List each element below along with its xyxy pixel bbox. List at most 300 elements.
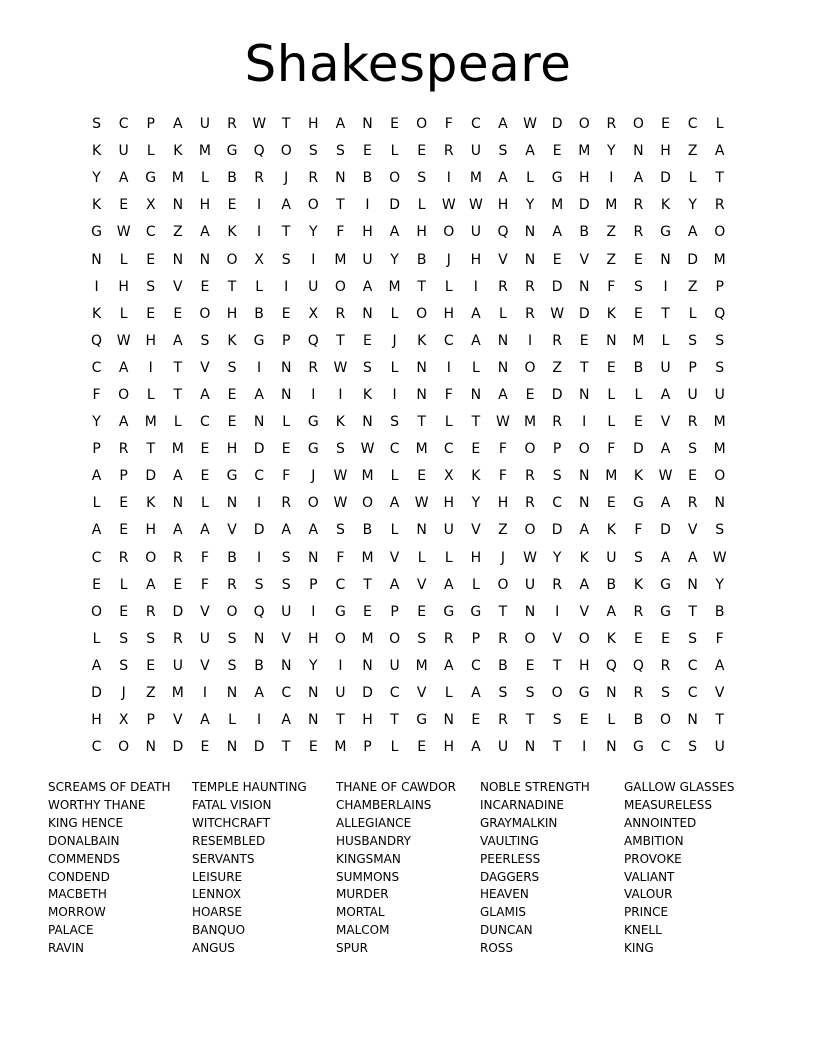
grid-letter: L (444, 414, 453, 431)
grid-letter: E (417, 468, 427, 485)
grid-letter: R (687, 495, 698, 512)
grid-letter: A (200, 224, 210, 241)
grid-letter: R (714, 197, 725, 214)
grid-letter: N (308, 685, 319, 702)
grid-letter: I (555, 603, 560, 620)
word-list-item: SUMMONS (336, 869, 400, 884)
grid-letter: O (416, 305, 428, 322)
grid-letter: R (525, 468, 535, 485)
grid-letter: E (633, 251, 643, 268)
grid-row (83, 138, 733, 165)
grid-letter: Q (605, 657, 617, 674)
grid-letter: Z (498, 522, 508, 539)
grid-letter: P (146, 712, 155, 729)
grid-letter: D (687, 251, 698, 268)
grid-letter: A (660, 386, 671, 403)
grid-letter: S (281, 251, 291, 268)
grid-letter: A (118, 359, 129, 376)
grid-letter: R (227, 116, 237, 133)
grid-letter: D (389, 197, 400, 214)
grid-letter: V (173, 278, 183, 295)
grid-letter: N (335, 170, 346, 187)
grid-letter: N (524, 603, 536, 620)
grid-letter: T (173, 386, 183, 403)
word-column (48, 779, 192, 958)
grid-letter: E (417, 143, 427, 160)
grid-letter: J (446, 251, 451, 268)
grid-letter: L (92, 495, 101, 512)
grid-letter: X (118, 712, 129, 729)
grid-letter: O (714, 468, 726, 485)
word-list-item: COMMENDS (48, 851, 120, 866)
grid-letter: T (661, 305, 670, 322)
grid-letter: X (443, 468, 454, 485)
grid-letter: M (605, 468, 618, 485)
grid-letter: O (578, 116, 590, 133)
grid-letter: N (524, 251, 536, 268)
grid-letter: V (227, 522, 237, 539)
grid-letter: Y (309, 224, 318, 241)
grid-letter: R (633, 197, 644, 214)
grid-letter: T (146, 441, 156, 458)
grid-letter: M (713, 414, 726, 431)
grid-letter: U (470, 224, 481, 241)
grid-row (83, 301, 733, 328)
grid-letter: L (201, 170, 209, 187)
grid-letter: H (199, 197, 211, 214)
grid-letter: E (119, 495, 129, 512)
grid-letter: V (200, 603, 210, 620)
grid-letter: E (417, 603, 427, 620)
grid-letter: Y (607, 143, 616, 160)
grid-letter: O (334, 278, 346, 295)
grid-letter: D (91, 685, 102, 702)
grid-letter: E (579, 332, 589, 349)
grid-letter: A (606, 603, 617, 620)
word-list-item: GRAYMALKIN (480, 815, 558, 830)
word-list-item: ANGUS (192, 941, 235, 956)
grid-letter: R (335, 305, 346, 322)
grid-letter: J (284, 170, 289, 187)
grid-letter: Q (714, 305, 726, 322)
grid-letter: E (471, 712, 481, 729)
grid-letter: E (525, 657, 535, 674)
grid-letter: R (687, 414, 698, 431)
word-list-item: SCREAMS OF DEATH (48, 780, 171, 794)
grid-letter: B (714, 603, 725, 620)
grid-letter: U (199, 630, 211, 647)
grid-letter: L (634, 386, 643, 403)
grid-letter: S (715, 359, 725, 376)
grid-letter: T (417, 414, 426, 431)
word-list-item: KING (624, 941, 654, 956)
grid-letter: O (497, 576, 509, 593)
word-list-item: DONALBAIN (48, 833, 120, 848)
grid-letter: L (201, 495, 209, 512)
grid-letter: C (443, 441, 454, 458)
grid-letter: R (660, 657, 671, 674)
grid-letter: M (415, 441, 428, 458)
grid-letter: L (417, 197, 426, 214)
grid-letter: L (390, 522, 399, 539)
grid-letter: Q (497, 224, 509, 241)
grid-letter: A (335, 116, 346, 133)
grid-letter: A (633, 170, 644, 187)
grid-letter: U (606, 549, 617, 566)
grid-letter: C (91, 549, 102, 566)
grid-letter: N (660, 251, 671, 268)
grid-letter: V (416, 576, 427, 593)
grid-row (83, 274, 733, 301)
grid-letter: E (227, 386, 237, 403)
word-list-item: ROSS (480, 941, 514, 956)
grid-letter: Y (92, 170, 101, 187)
grid-letter: Y (688, 197, 697, 214)
grid-letter: E (606, 495, 616, 512)
grid-letter: E (200, 278, 210, 295)
grid-letter: T (579, 359, 589, 376)
grid-letter: I (257, 197, 262, 214)
grid-letter: I (338, 657, 343, 674)
grid-letter: L (688, 170, 697, 187)
grid-letter: O (578, 441, 590, 458)
word-list-item: MORROW (48, 905, 106, 920)
grid-letter: C (687, 685, 698, 702)
grid-letter: W (523, 116, 537, 133)
grid-letter: O (632, 116, 644, 133)
grid-letter: N (145, 739, 156, 756)
grid-letter: U (714, 386, 725, 403)
grid-row (83, 355, 733, 382)
grid-row (83, 382, 733, 409)
grid-letter: K (335, 414, 345, 431)
word-list-item: MEASURELESS (624, 797, 712, 812)
grid-letter: W (333, 359, 348, 376)
grid-letter: N (280, 657, 292, 674)
grid-letter: X (254, 251, 264, 268)
grid-letter: C (470, 657, 481, 674)
word-list-item: WITCHCRAFT (192, 815, 270, 830)
grid-letter: E (633, 305, 643, 322)
grid-letter: S (688, 739, 698, 756)
grid-letter: A (91, 657, 102, 674)
grid-letter: I (284, 278, 289, 295)
grid-letter: L (119, 251, 128, 268)
word-list-item: MORTAL (336, 905, 385, 920)
grid-letter: C (335, 576, 346, 593)
grid-letter: Q (253, 143, 265, 160)
grid-letter: S (552, 712, 562, 729)
grid-row (83, 490, 733, 517)
grid-letter: D (253, 522, 265, 539)
grid-letter: N (362, 414, 373, 431)
grid-letter: T (281, 739, 291, 756)
grid-letter: N (606, 739, 617, 756)
grid-letter: N (362, 305, 373, 322)
grid-letter: S (633, 278, 643, 295)
grid-letter: S (281, 576, 291, 593)
grid-letter: I (446, 170, 451, 187)
grid-letter: R (633, 224, 644, 241)
grid-letter: T (715, 712, 724, 729)
grid-letter: S (308, 143, 318, 160)
grid-letter: N (91, 251, 102, 268)
grid-letter: D (633, 441, 644, 458)
grid-letter: I (257, 224, 262, 241)
grid-letter: M (171, 170, 184, 187)
word-list-item: NOBLE STRENGTH (480, 780, 590, 794)
grid-letter: N (362, 657, 373, 674)
grid-letter: U (470, 143, 481, 160)
word-list-item: CHAMBERLAINS (336, 797, 432, 812)
grid-letter: E (92, 576, 101, 593)
grid-letter: A (498, 116, 508, 133)
grid-letter: F (444, 386, 453, 403)
grid-row (83, 599, 733, 626)
grid-letter: W (441, 197, 456, 214)
grid-letter: O (91, 603, 103, 620)
grid-letter: Q (632, 657, 644, 674)
grid-letter: G (632, 739, 644, 756)
grid-letter: O (524, 441, 536, 458)
grid-letter: E (525, 386, 535, 403)
grid-letter: V (714, 685, 725, 702)
grid-letter: C (660, 739, 671, 756)
grid-letter: I (257, 712, 262, 729)
grid-letter: A (308, 522, 319, 539)
grid-letter: D (551, 522, 563, 539)
grid-letter: G (578, 685, 590, 702)
grid-letter: G (660, 576, 671, 593)
grid-letter: V (200, 657, 210, 674)
grid-letter: L (688, 305, 697, 322)
grid-letter: S (227, 359, 237, 376)
grid-letter: N (633, 143, 644, 160)
grid-letter: R (227, 576, 237, 593)
grid-letter: L (173, 414, 182, 431)
grid-letter: G (551, 170, 563, 187)
grid-row (83, 626, 733, 653)
grid-letter: B (362, 522, 373, 539)
word-list-item: GLAMIS (480, 905, 526, 920)
grid-letter: A (498, 386, 508, 403)
grid-letter: T (552, 657, 562, 674)
grid-letter: L (146, 386, 155, 403)
grid-letter: M (361, 630, 374, 647)
grid-letter: H (416, 224, 427, 241)
grid-letter: R (118, 441, 129, 458)
grid-letter: N (280, 359, 292, 376)
grid-letter: M (551, 197, 564, 214)
grid-letter: V (660, 414, 671, 431)
grid-letter: N (714, 495, 725, 512)
grid-letter: K (227, 224, 237, 241)
grid-letter: A (91, 468, 102, 485)
grid-letter: M (171, 441, 184, 458)
grid-letter: I (582, 414, 587, 431)
grid-letter: R (498, 712, 508, 729)
grid-letter: I (392, 386, 397, 403)
grid-letter: W (360, 441, 375, 458)
grid-letter: O (199, 305, 211, 322)
grid-letter: O (578, 630, 590, 647)
word-list-item: DUNCAN (480, 923, 533, 938)
grid-letter: O (524, 359, 536, 376)
grid-letter: H (308, 116, 319, 133)
word-list-item: MACBETH (48, 887, 107, 902)
grid-letter: S (254, 576, 264, 593)
grid-letter: U (172, 657, 183, 674)
grid-letter: U (714, 739, 725, 756)
grid-letter: R (281, 495, 292, 512)
grid-letter: O (307, 495, 319, 512)
grid-letter: A (471, 685, 481, 702)
grid-letter: R (525, 305, 535, 322)
grid-letter: C (91, 739, 102, 756)
word-list-item: BANQUO (192, 923, 246, 938)
grid-letter: A (552, 224, 562, 241)
grid-letter: G (145, 170, 157, 187)
grid-letter: E (661, 630, 670, 647)
grid-letter: H (497, 495, 509, 512)
grid-letter: V (416, 685, 427, 702)
grid-row (83, 680, 733, 707)
grid-letter: R (145, 603, 156, 620)
grid-row (83, 409, 733, 436)
word-list-item: WORTHY THANE (48, 797, 146, 812)
grid-letter: A (173, 332, 183, 349)
grid-letter: D (660, 170, 671, 187)
grid-letter: I (663, 278, 668, 295)
grid-letter: W (523, 549, 537, 566)
grid-letter: R (552, 414, 562, 431)
grid-letter: B (254, 657, 264, 674)
grid-letter: A (471, 305, 481, 322)
grid-letter: O (660, 712, 672, 729)
grid-letter: H (362, 224, 373, 241)
grid-letter: P (281, 332, 291, 349)
grid-letter: C (145, 224, 156, 241)
grid-letter: W (116, 332, 131, 349)
grid-letter: C (470, 116, 481, 133)
grid-letter: K (91, 305, 102, 322)
grid-letter: M (415, 657, 428, 674)
grid-letter: K (606, 305, 616, 322)
grid-letter: S (633, 549, 643, 566)
grid-letter: A (389, 576, 400, 593)
grid-letter: R (118, 549, 129, 566)
grid-letter: W (252, 116, 267, 133)
grid-letter: L (146, 143, 155, 160)
grid-letter: F (607, 441, 616, 458)
grid-letter: M (578, 143, 591, 160)
grid-letter: H (443, 305, 455, 322)
grid-row (83, 463, 733, 490)
grid-letter: P (146, 116, 155, 133)
grid-letter: V (281, 630, 291, 647)
grid-letter: S (498, 143, 508, 160)
grid-letter: R (633, 685, 644, 702)
grid-letter: N (172, 197, 184, 214)
grid-letter: L (444, 549, 453, 566)
grid-letter: N (470, 386, 482, 403)
grid-letter: G (91, 224, 102, 241)
grid-letter: J (392, 332, 397, 349)
grid-letter: L (390, 143, 399, 160)
grid-letter: V (389, 549, 400, 566)
grid-letter: L (417, 549, 426, 566)
word-list-item: KNELL (624, 923, 662, 938)
grid-letter: R (552, 576, 562, 593)
grid-letter: Z (173, 224, 183, 241)
grid-row (83, 545, 733, 572)
grid-letter: K (579, 549, 589, 566)
grid-letter: M (632, 332, 645, 349)
grid-letter: W (712, 549, 727, 566)
grid-letter: D (253, 739, 265, 756)
grid-letter: Y (471, 495, 481, 512)
grid-letter: G (307, 414, 319, 431)
grid-letter: S (146, 278, 156, 295)
word-column (336, 779, 480, 958)
grid-letter: A (200, 712, 210, 729)
grid-letter: E (471, 441, 481, 458)
grid-letter: U (660, 359, 671, 376)
grid-letter: V (200, 359, 210, 376)
grid-letter: I (365, 197, 370, 214)
grid-letter: N (416, 386, 427, 403)
grid-letter: A (281, 712, 291, 729)
grid-letter: K (173, 143, 183, 160)
grid-letter: T (173, 359, 183, 376)
grid-letter: G (334, 603, 346, 620)
grid-letter: S (146, 630, 156, 647)
grid-letter: K (91, 143, 102, 160)
grid-letter: T (390, 712, 399, 729)
grid-letter: D (578, 305, 590, 322)
grid-letter: D (172, 603, 184, 620)
grid-letter: A (173, 522, 183, 539)
grid-letter: A (687, 224, 698, 241)
grid-letter: L (607, 386, 616, 403)
grid-letter: I (609, 170, 614, 187)
grid-letter: L (390, 739, 399, 756)
grid-letter: H (660, 143, 671, 160)
grid-letter: N (606, 332, 617, 349)
grid-letter: S (200, 332, 210, 349)
word-list-item: VAULTING (480, 833, 539, 848)
grid-letter: T (363, 576, 372, 593)
grid-letter: S (715, 332, 725, 349)
grid-letter: K (417, 332, 427, 349)
grid-letter: E (552, 251, 562, 268)
grid-letter: Z (687, 278, 698, 295)
grid-letter: E (363, 332, 372, 349)
grid-letter: U (335, 685, 346, 702)
grid-letter: A (525, 143, 535, 160)
grid-letter: C (389, 685, 400, 702)
word-list-item: LENNOX (192, 887, 242, 902)
grid-letter: K (227, 332, 237, 349)
grid-letter: Y (525, 197, 535, 214)
grid-letter: T (281, 224, 291, 241)
grid-letter: R (498, 278, 508, 295)
grid-letter: U (443, 522, 454, 539)
grid-letter: E (146, 305, 156, 322)
grid-letter: E (173, 576, 183, 593)
grid-letter: A (118, 414, 129, 431)
grid-letter: T (336, 332, 345, 349)
